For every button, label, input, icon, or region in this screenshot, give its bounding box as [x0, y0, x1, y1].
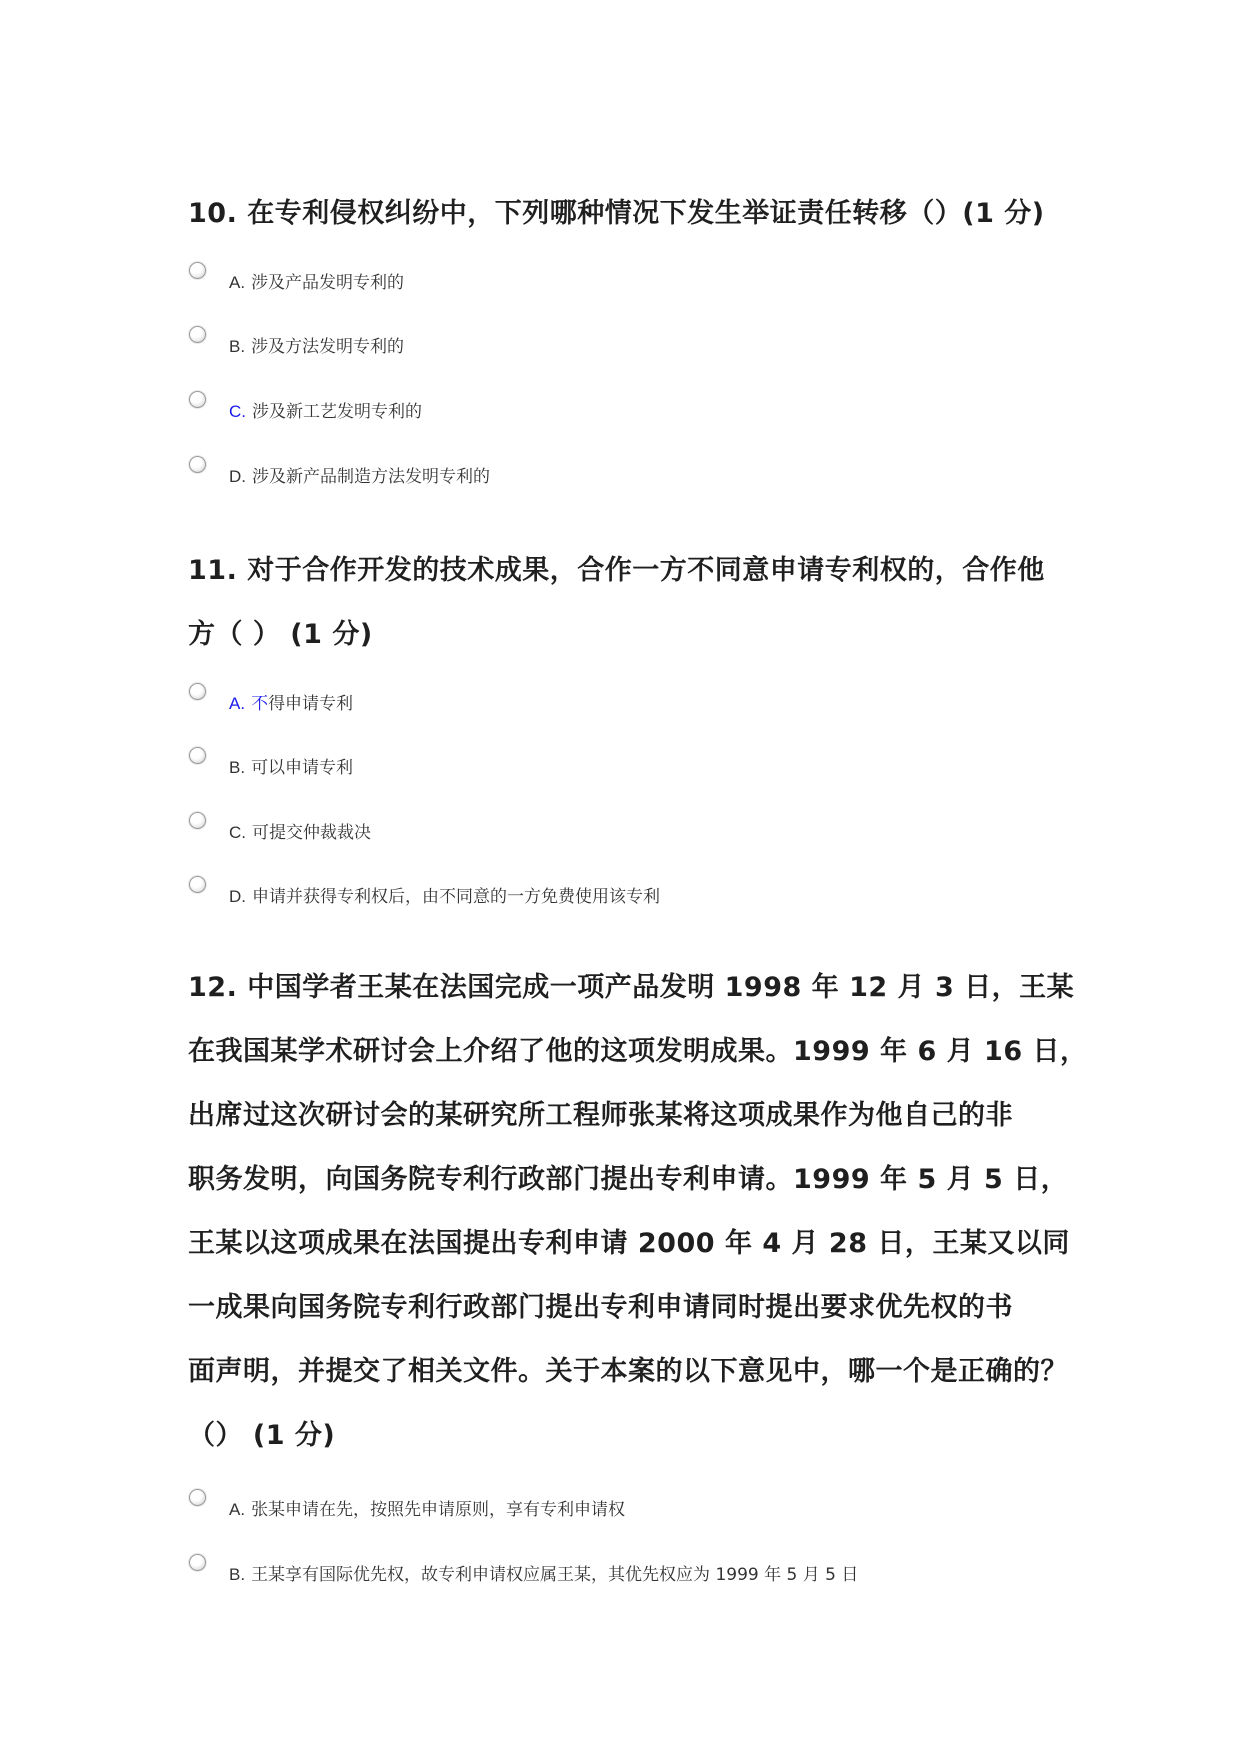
option-label: 得申请专利: [268, 694, 354, 714]
option-label: 涉及新工艺发明专利的: [252, 402, 422, 422]
radio-button-icon[interactable]: [189, 326, 206, 343]
radio-button-icon[interactable]: [189, 1489, 206, 1506]
question-12-text-line-6: 一成果向国务院专利行政部门提出专利申请同时提出要求优先权的书: [188, 1292, 1013, 1323]
radio-button-icon[interactable]: [189, 1554, 206, 1571]
option-letter: C.: [229, 823, 246, 842]
radio-button-icon[interactable]: [189, 812, 206, 829]
option-label: 张某申请在先，按照先申请原则，享有专利申请权: [251, 1500, 626, 1520]
question-12-text-line-8: （） (1 分): [188, 1420, 336, 1451]
question-11-text-line-1: 11. 对于合作开发的技术成果，合作一方不同意申请专利权的，合作他: [188, 555, 1045, 586]
option-letter: B.: [229, 758, 246, 777]
radio-button-icon[interactable]: [189, 456, 206, 473]
option-letter: D.: [229, 467, 246, 486]
question-12-text-line-1: 12. 中国学者王某在法国完成一项产品发明 1998 年 12 月 3 日，王某: [188, 972, 1075, 1003]
radio-button-icon[interactable]: [189, 262, 206, 279]
question-12-text-line-3: 出席过这次研讨会的某研究所工程师张某将这项成果作为他自己的非: [188, 1100, 1013, 1131]
option-letter: B.: [229, 1565, 246, 1584]
option-label: 涉及产品发明专利的: [251, 273, 405, 293]
question-10-text: 10. 在专利侵权纠纷中，下列哪种情况下发生举证责任转移（）(1 分): [188, 198, 1045, 229]
option-label: 可提交仲裁裁决: [252, 823, 371, 843]
question-12-text-line-5: 王某以这项成果在法国提出专利申请 2000 年 4 月 28 日，王某又以同: [188, 1228, 1070, 1259]
option-letter: A.: [229, 694, 246, 713]
option-letter: B.: [229, 337, 246, 356]
option-label: 可以申请专利: [251, 758, 354, 778]
option-letter: D.: [229, 887, 246, 906]
option-label: 涉及新产品制造方法发明专利的: [252, 467, 490, 487]
option-letter: A.: [229, 1500, 246, 1519]
option-letter: A.: [229, 273, 246, 292]
option-letter: C.: [229, 402, 246, 421]
radio-button-icon[interactable]: [189, 747, 206, 764]
option-label: 申请并获得专利权后，由不同意的一方免费使用该专利: [252, 887, 660, 907]
question-12-text-line-7: 面声明，并提交了相关文件。关于本案的以下意见中，哪一个是正确的？: [188, 1356, 1068, 1387]
option-label: 涉及方法发明专利的: [251, 337, 405, 357]
question-12-text-line-2: 在我国某学术研讨会上介绍了他的这项发明成果。1999 年 6 月 16 日，: [188, 1036, 1088, 1067]
question-11-text-line-2: 方（ ） (1 分): [188, 619, 373, 650]
option-label-first-char: 不: [251, 694, 269, 714]
radio-button-icon[interactable]: [189, 391, 206, 408]
option-label: 王某享有国际优先权，故专利申请权应属王某，其优先权应为 1999 年 5 月 5 日: [251, 1565, 859, 1585]
radio-button-icon[interactable]: [189, 683, 206, 700]
radio-button-icon[interactable]: [189, 876, 206, 893]
question-12-text-line-4: 职务发明，向国务院专利行政部门提出专利申请。1999 年 5 月 5 日，: [188, 1164, 1069, 1195]
